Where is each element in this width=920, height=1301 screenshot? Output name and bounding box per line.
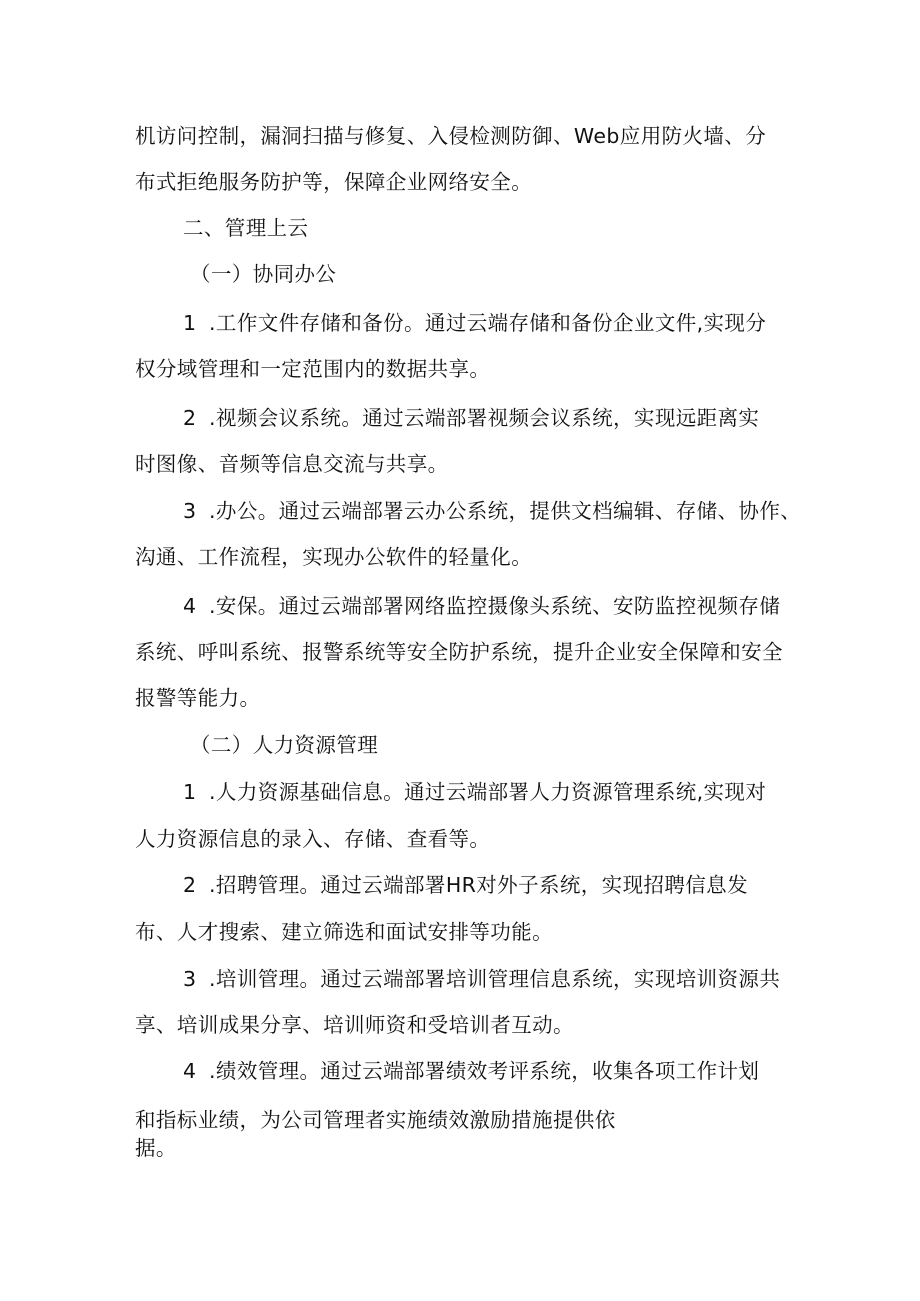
list-item-text: .工作文件存储和备份。通过云端存储和备份企业文件,实现分 xyxy=(209,311,767,335)
list-item-line xyxy=(183,309,766,337)
list-item-line xyxy=(183,497,801,525)
section-heading: 二、管理上云 xyxy=(183,216,309,240)
paragraph-line: 布、人才搜索、建立筛选和面试安排等功能。 xyxy=(135,920,553,944)
subsection-heading: （一）协同办公 xyxy=(190,262,337,286)
list-item-line xyxy=(183,965,780,993)
list-item-number: 4 xyxy=(183,594,197,618)
paragraph-line: 据。 xyxy=(135,1136,177,1160)
list-item-line xyxy=(183,1057,759,1085)
paragraph-line: 报警等能力。 xyxy=(135,686,261,710)
paragraph-line: 享、培训成果分享、培训师资和受培训者互动。 xyxy=(135,1013,574,1037)
list-item-text: .视频会议系统。通过云端部署视频会议系统，实现远距离实 xyxy=(209,406,760,430)
list-item-line xyxy=(183,404,759,432)
paragraph-line: 系统、呼叫系统、报警系统等安全防护系统，提升企业安全保障和安全 xyxy=(135,640,783,664)
list-item-number: 1 xyxy=(183,311,197,335)
paragraph-line: 机访问控制，漏洞扫描与修复、入侵检测防御、Web应用防火墙、分 xyxy=(135,124,767,148)
list-item-text: .培训管理。通过云端部署培训管理信息系统，实现培训资源共 xyxy=(209,967,781,991)
paragraph-line: 和指标业绩，为公司管理者实施绩效激励措施提供依 xyxy=(135,1108,616,1132)
paragraph-line: 人力资源信息的录入、存储、查看等。 xyxy=(135,827,491,851)
subsection-heading: （二）人力资源管理 xyxy=(190,733,379,757)
list-item-number: 4 xyxy=(183,1059,197,1083)
paragraph-line: 时图像、音频等信息交流与共享。 xyxy=(135,452,449,476)
list-item-line xyxy=(183,871,748,899)
list-item-number: 3 xyxy=(183,967,197,991)
list-item-text: .安保。通过云端部署网络监控摄像头系统、安防监控视频存储 xyxy=(209,594,781,618)
list-item-number: 3 xyxy=(183,499,197,523)
paragraph-line: 沟通、工作流程，实现办公软件的轻量化。 xyxy=(135,545,533,569)
list-item-text: .人力资源基础信息。通过云端部署人力资源管理系统,实现对 xyxy=(209,780,767,804)
list-item-number: 2 xyxy=(183,406,197,430)
paragraph-line: 权分域管理和一定范围内的数据共享。 xyxy=(135,357,491,381)
list-item-text: .办公。通过云端部署云办公系统，提供文档编辑、存储、协作、 xyxy=(209,499,802,523)
list-item-line xyxy=(183,592,780,620)
paragraph-line: 布式拒绝服务防护等，保障企业网络安全。 xyxy=(135,170,533,194)
list-item-line xyxy=(183,778,766,806)
list-item-number: 2 xyxy=(183,873,197,897)
list-item-number: 1 xyxy=(183,780,197,804)
list-item-text: .绩效管理。通过云端部署绩效考评系统，收集各项工作计划 xyxy=(209,1059,760,1083)
list-item-text: .招聘管理。通过云端部署HR对外子系统，实现招聘信息发 xyxy=(209,873,748,897)
